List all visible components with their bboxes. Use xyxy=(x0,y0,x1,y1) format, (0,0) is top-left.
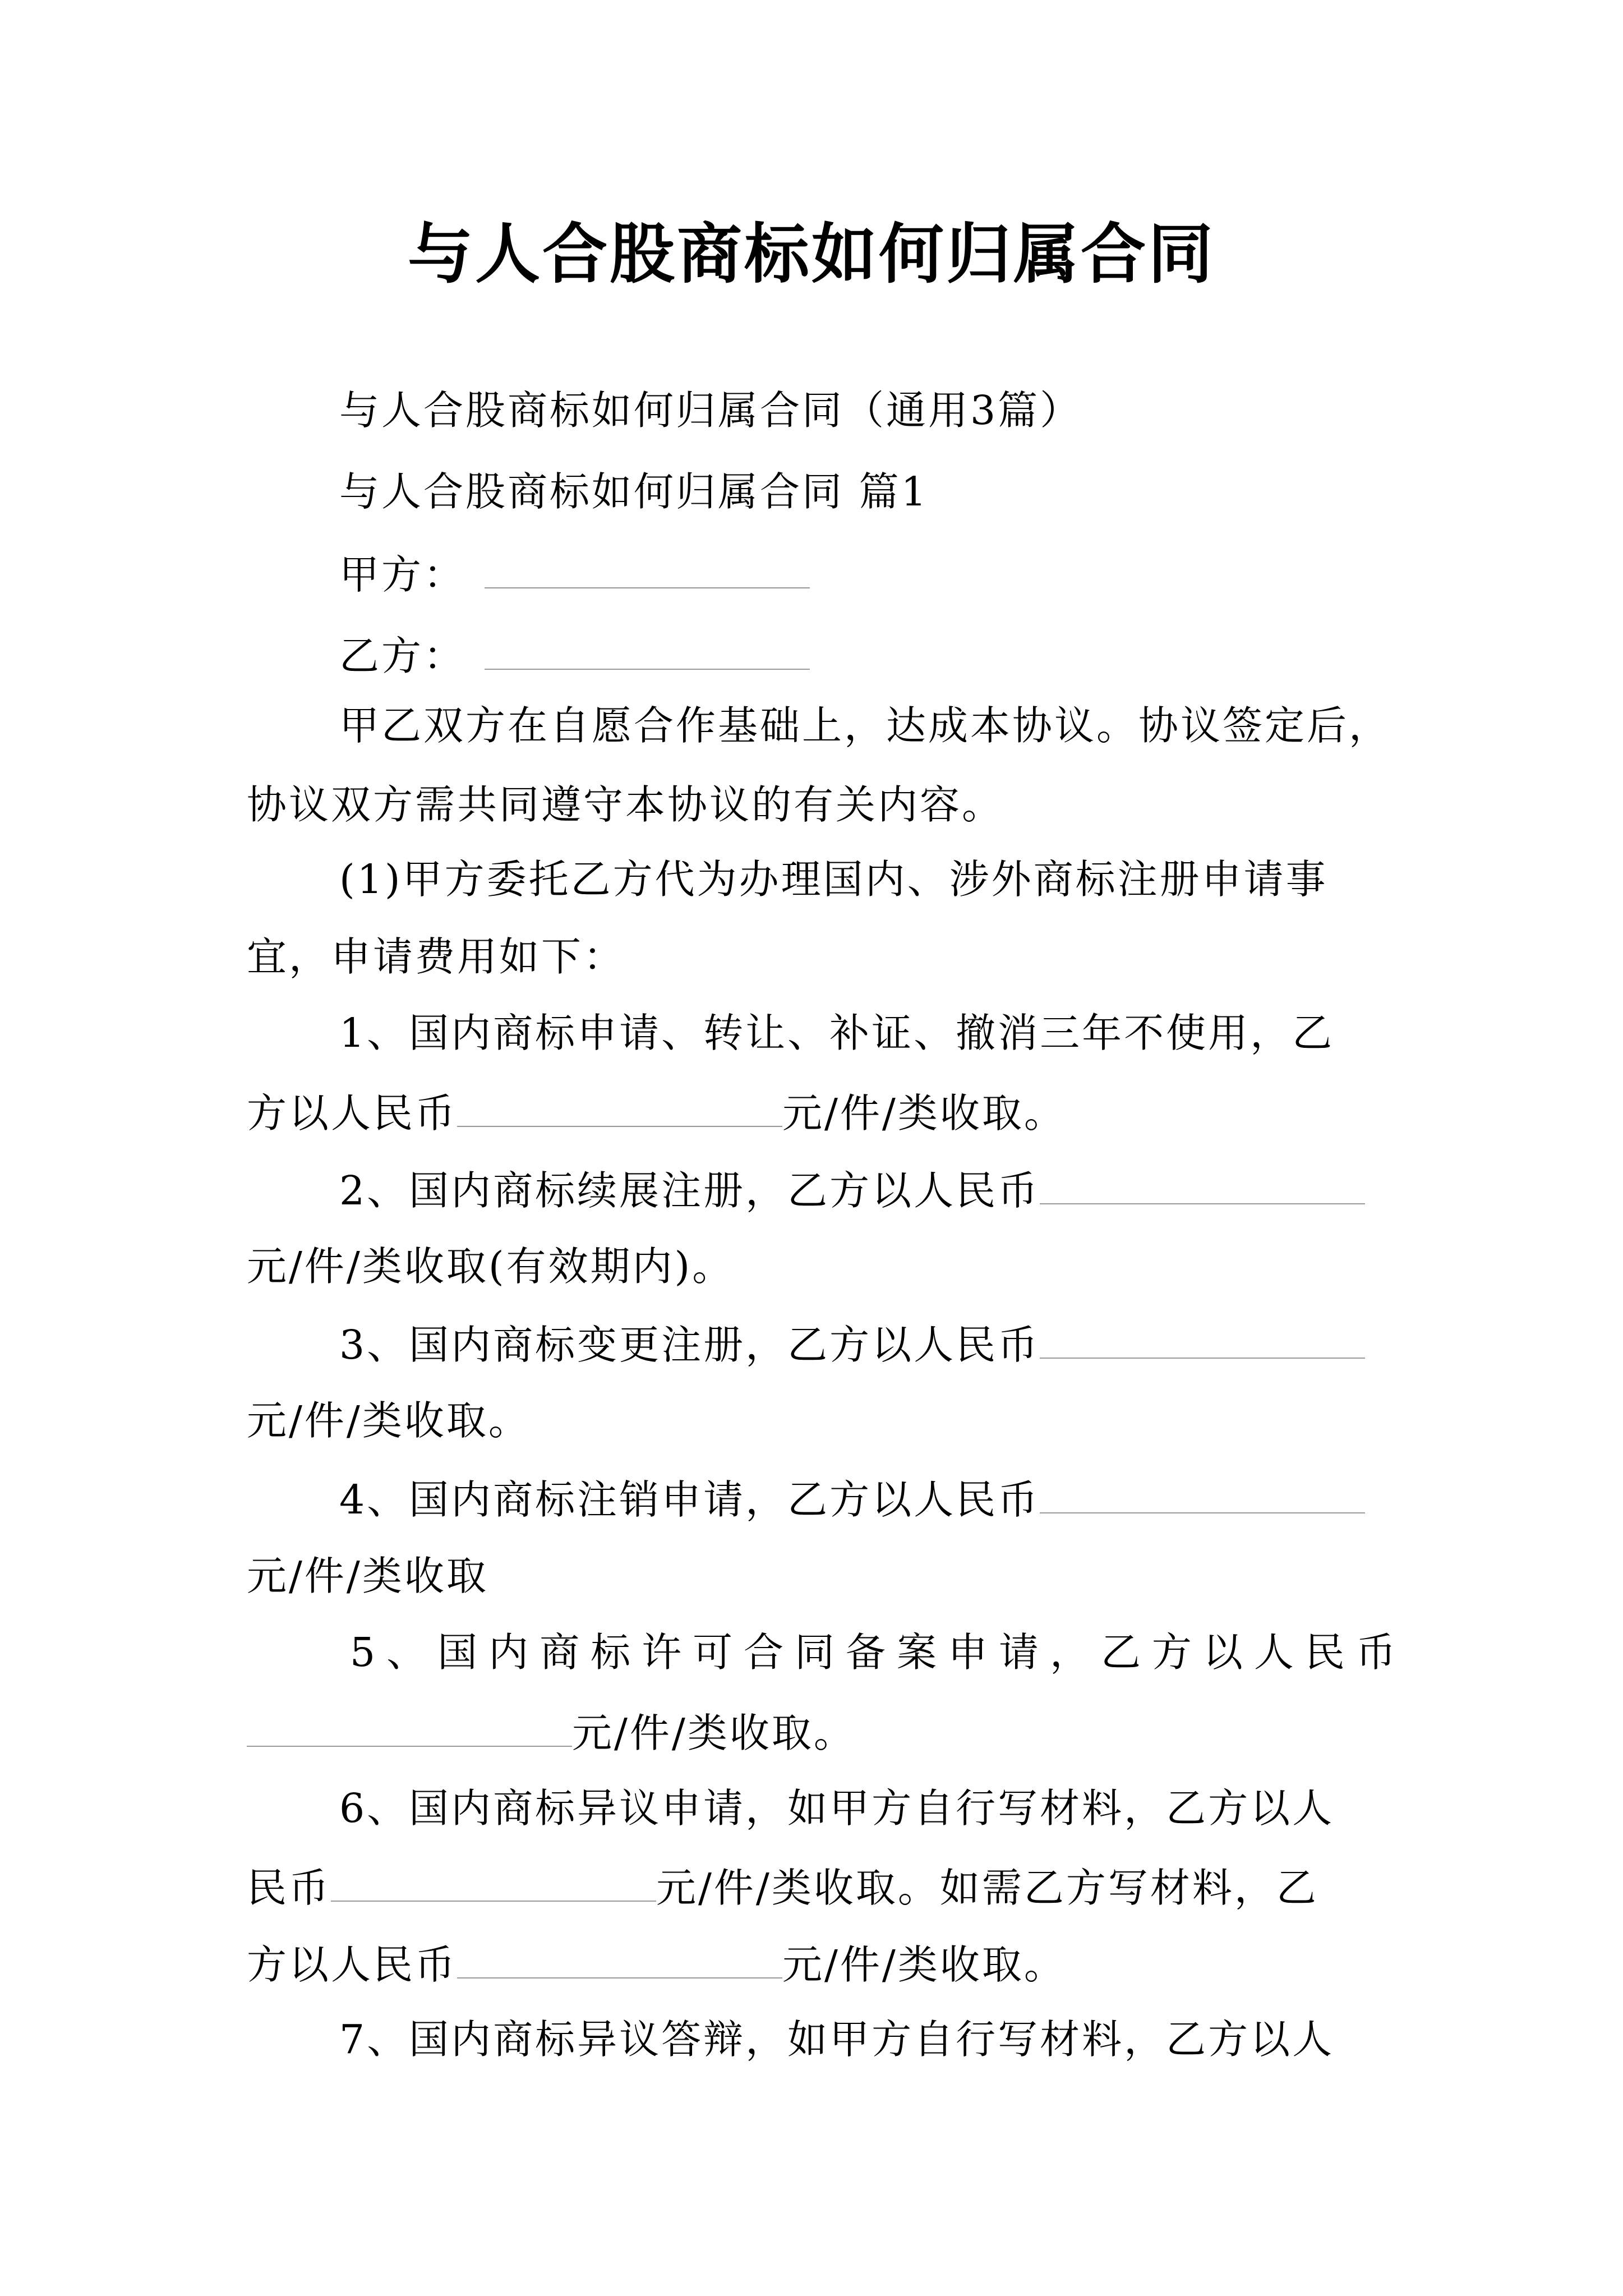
item-1-line-1: 1、国内商标申请、转让、补证、撤消三年不使用，乙 xyxy=(339,1010,1335,1056)
subtitle: 与人合股商标如何归属合同（通用3篇） xyxy=(339,387,1082,434)
item-6-prefix: 民币 xyxy=(247,1865,331,1911)
item-2-fee-blank[interactable] xyxy=(1040,1168,1365,1204)
item-6-prefix-2: 方以人民币 xyxy=(247,1941,458,1988)
item-5-char-6: 标 xyxy=(591,1629,631,1676)
party-a-label: 甲方： xyxy=(339,551,466,598)
item-7-line-1: 7、国内商标异议答辩，如甲方自行写材料，乙方以人 xyxy=(339,2016,1335,2063)
item-5-char-3: 国 xyxy=(437,1629,478,1676)
intro-line-1: 甲乙双方在自愿合作基础上，达成本协议。协议签定后， xyxy=(339,702,1391,749)
item-2-line-2: 元/件/类收取(有效期内)。 xyxy=(247,1243,735,1290)
item-5-char-12: 案 xyxy=(897,1629,937,1676)
item-5-char-16: 乙 xyxy=(1100,1629,1141,1676)
item-5-char-7: 许 xyxy=(642,1629,682,1676)
item-4-line-2: 元/件/类收取 xyxy=(247,1553,488,1599)
item-1-fee-blank[interactable] xyxy=(457,1091,782,1127)
item-5-char-10: 同 xyxy=(795,1629,835,1676)
party-a-blank[interactable] xyxy=(485,553,810,588)
item-5-suffix: 元/件/类收取。 xyxy=(572,1710,856,1756)
party-b-blank[interactable] xyxy=(485,634,810,670)
item-1-suffix: 元/件/类收取。 xyxy=(782,1090,1066,1137)
item-4-text: 4、国内商标注销申请，乙方以人民币 xyxy=(339,1476,1040,1523)
document-title: 与人合股商标如何归属合同 xyxy=(408,216,1215,292)
item-4-fee-blank[interactable] xyxy=(1040,1478,1365,1513)
item-6-fee-blank-2[interactable] xyxy=(457,1943,782,1978)
party-b-label: 乙方： xyxy=(339,633,466,679)
item-5-fee-blank[interactable] xyxy=(247,1711,572,1747)
item-2-text: 2、国内商标续展注册，乙方以人民币 xyxy=(339,1167,1040,1214)
item-5-char-14: 请 xyxy=(998,1629,1039,1676)
item-6-line-2 xyxy=(247,1865,1318,1911)
item-3-line-2: 元/件/类收取。 xyxy=(247,1397,531,1444)
item-5-char-2: 、 xyxy=(386,1629,427,1676)
item-5-char-13: 申 xyxy=(947,1629,988,1676)
item-6-fee-blank-1[interactable] xyxy=(331,1866,656,1902)
item-5-char-18: 以 xyxy=(1202,1629,1243,1676)
item-1-prefix: 方以人民币 xyxy=(247,1090,458,1137)
party-b-line xyxy=(339,633,810,679)
item-5-char-17: 方 xyxy=(1151,1629,1192,1676)
section-heading: 与人合股商标如何归属合同 篇1 xyxy=(339,468,929,515)
item-2-line-1 xyxy=(339,1167,1365,1214)
item-6-middle: 元/件/类收取。如需乙方写材料，乙 xyxy=(656,1865,1318,1911)
clause1-line-1: (1)甲方委托乙方代为办理国内、涉外商标注册申请事 xyxy=(339,856,1328,903)
item-3-text: 3、国内商标变更注册，乙方以人民币 xyxy=(339,1322,1040,1368)
item-1-line-2 xyxy=(247,1090,1066,1137)
item-5-char-20: 民 xyxy=(1304,1629,1345,1676)
item-5-char-15: ， xyxy=(1049,1629,1090,1676)
item-5-char-4: 内 xyxy=(488,1629,529,1676)
item-5-char-9: 合 xyxy=(744,1629,784,1676)
item-5-char-21: 币 xyxy=(1355,1629,1396,1676)
item-5-char-19: 人 xyxy=(1253,1629,1294,1676)
item-6-line-1: 6、国内商标异议申请，如甲方自行写材料，乙方以人 xyxy=(339,1785,1335,1832)
item-3-line-1 xyxy=(339,1322,1365,1368)
clause1-line-2: 宜，申请费用如下： xyxy=(247,933,626,980)
item-6-suffix: 元/件/类收取。 xyxy=(782,1941,1066,1988)
item-6-line-3 xyxy=(247,1941,1066,1988)
item-5-char-8: 可 xyxy=(693,1629,733,1676)
item-5-line-1 xyxy=(350,1629,1396,1676)
item-5-line-2 xyxy=(247,1710,856,1756)
item-5-char-5: 商 xyxy=(540,1629,580,1676)
item-5-char-11: 备 xyxy=(846,1629,886,1676)
intro-line-2: 协议双方需共同遵守本协议的有关内容。 xyxy=(247,781,1004,828)
item-3-fee-blank[interactable] xyxy=(1040,1323,1365,1359)
item-5-char-1: 5 xyxy=(350,1629,376,1676)
party-a-line xyxy=(339,551,810,598)
item-4-line-1 xyxy=(339,1476,1365,1523)
